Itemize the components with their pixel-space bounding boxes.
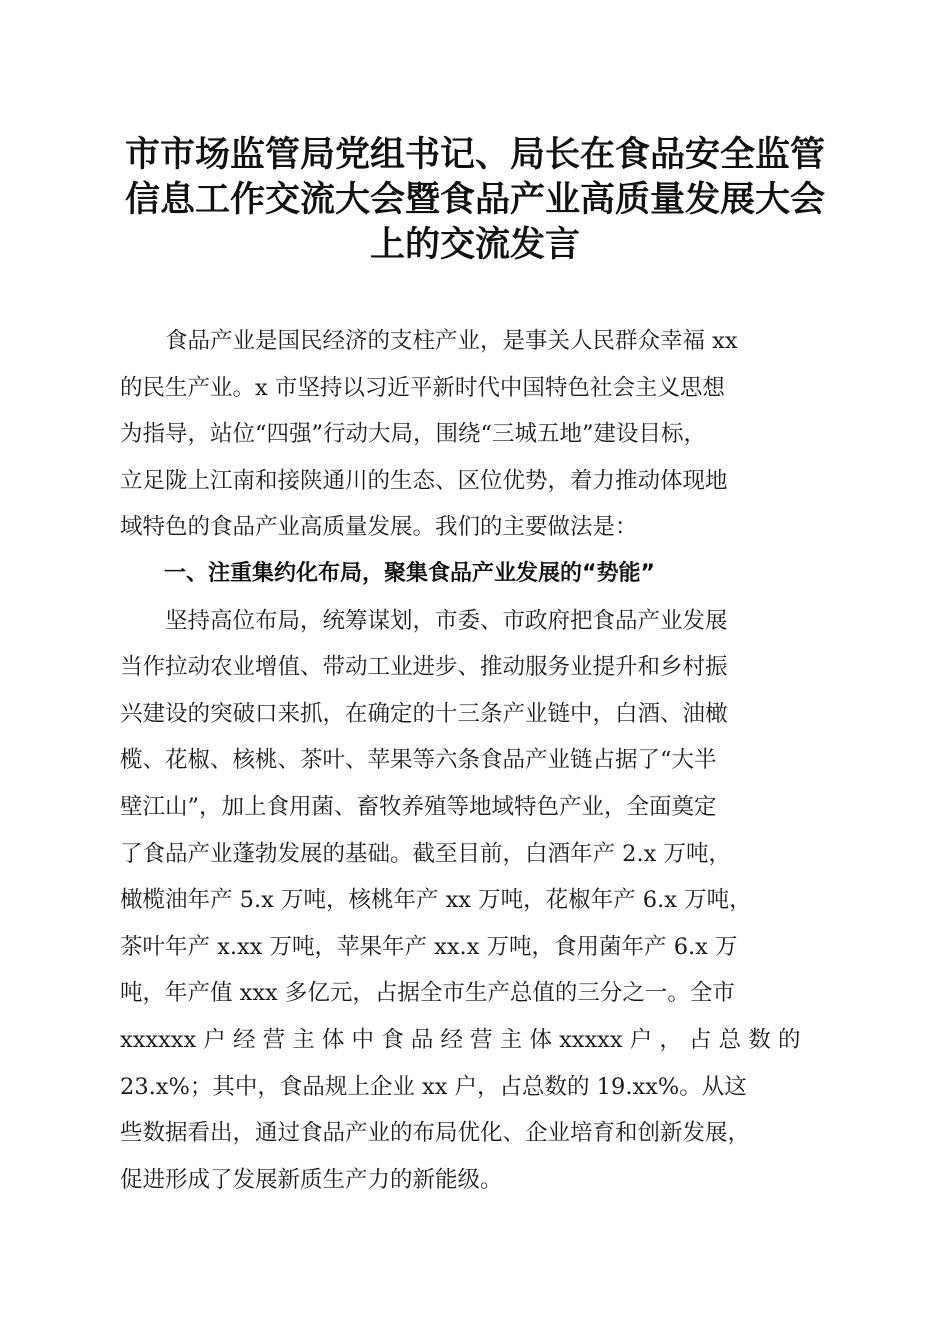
document-title [110, 132, 840, 267]
paragraph-line: 榄、花椒、核桃、茶叶、苹果等六条食品产业链占据了“大半 [120, 747, 717, 774]
paragraph-line: 兴建设的突破口来抓，在确定的十三条产业链中，白酒、油橄 [120, 700, 728, 727]
section-paragraph [120, 598, 836, 1204]
paragraph-line: 的民生产业。x 市坚持以习近平新时代中国特色社会主义思想 [120, 374, 725, 401]
title-line: 上的交流发言 [369, 224, 580, 265]
title-line: 信息工作交流大会暨食品产业高质量发展大会 [124, 179, 825, 220]
paragraph-line: 食品产业是国民经济的支柱产业，是事关人民群众幸福 xx [165, 328, 738, 354]
paragraph-line: 吨，年产值 xxx 多亿元，占据全市生产总值的三分之一。全市 [120, 980, 735, 1007]
paragraph-line: 当作拉动农业增值、带动工业进步、推动服务业提升和乡村振 [120, 654, 728, 681]
paragraph-line: xxxxxx 户 经 营 主 体 中 食 品 经 营 主 体 xxxxx 户 ， 占 总 数 的 [120, 1026, 801, 1053]
intro-paragraph [120, 318, 836, 551]
paragraph-line: 为指导，站位“四强”行动大局，围绕“三城五地”建设目标， [120, 421, 707, 448]
title-line: 市市场监管局党组书记、局长在食品安全监管 [124, 134, 825, 175]
document-body [120, 318, 836, 1203]
paragraph-line: 23.x%；其中，食品规上企业 xx 户，占总数的 19.xx%。从这 [120, 1073, 747, 1100]
paragraph-line: 坚持高位布局，统筹谋划，市委、市政府把食品产业发展 [165, 607, 728, 634]
paragraph-line: 域特色的食品产业高质量发展。我们的主要做法是： [120, 514, 638, 541]
section-heading: 一、注重集约化布局，聚集食品产业发展的“势能” [164, 560, 655, 586]
paragraph-line: 立足陇上江南和接陕通川的生态、区位优势，着力推动体现地 [120, 467, 728, 494]
paragraph-line: 壁江山”，加上食用菌、畜牧养殖等地域特色产业，全面奠定 [120, 793, 717, 820]
paragraph-line: 促进形成了发展新质生产力的新能级。 [120, 1166, 503, 1193]
paragraph-line: 橄榄油年产 5.x 万吨，核桃年产 xx 万吨，花椒年产 6.x 万吨， [120, 887, 752, 914]
paragraph-line: 了食品产业蓬勃发展的基础。截至目前，白酒年产 2.x 万吨， [120, 840, 731, 867]
paragraph-line: 茶叶年产 x.xx 万吨，苹果年产 xx.x 万吨，食用菌年产 6.x 万 [120, 933, 738, 960]
paragraph-line: 些数据看出，通过食品产业的布局优化、企业培育和创新发展， [120, 1120, 751, 1147]
